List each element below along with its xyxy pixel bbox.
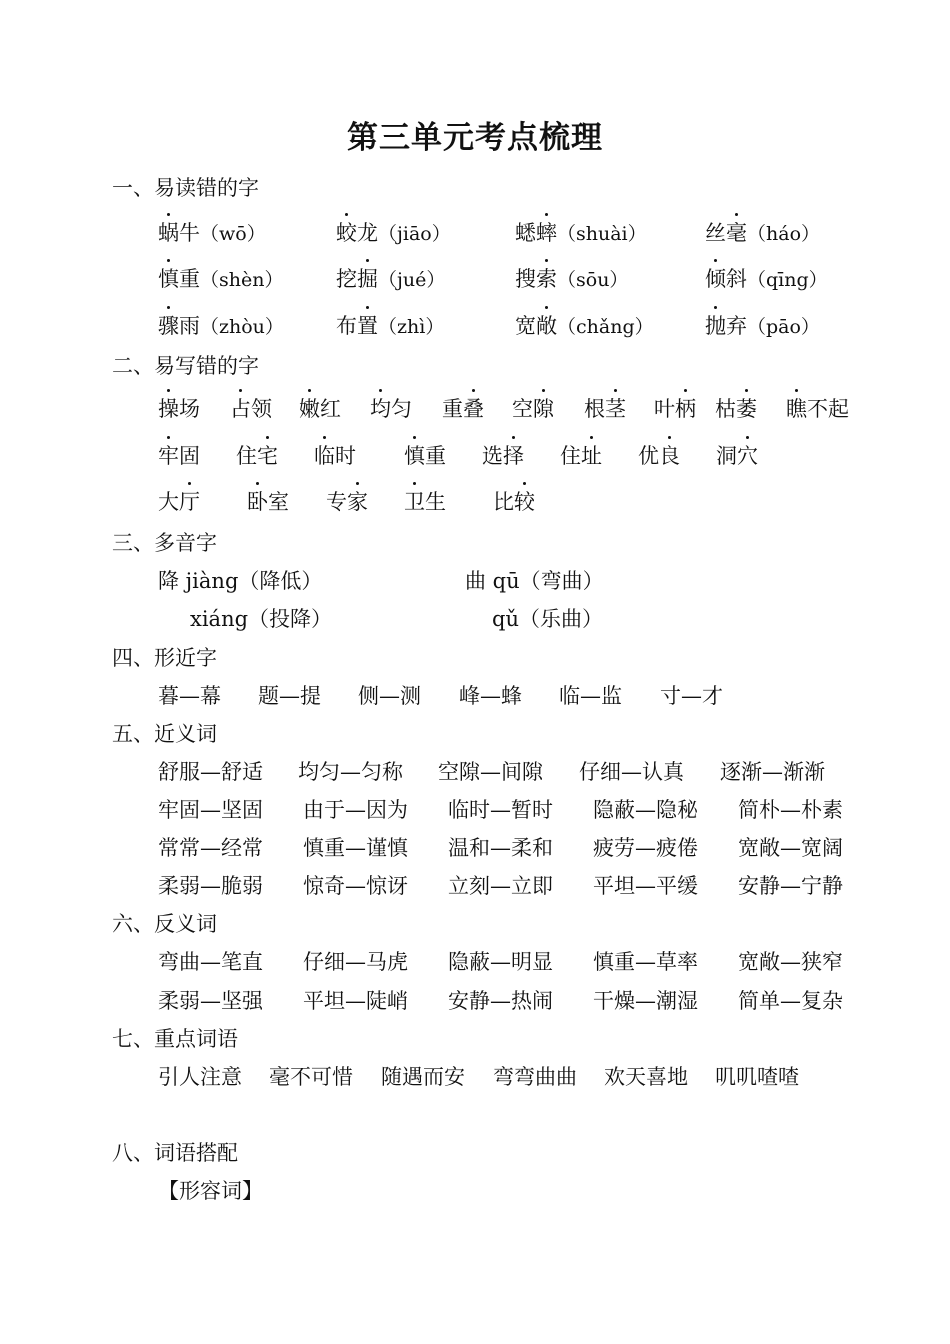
similar-char-pair: 暮—幕 <box>158 684 221 708</box>
word-item <box>715 393 757 423</box>
synonym-pair: 牢固—坚固 <box>158 798 263 822</box>
dotted-char: 倾 <box>705 263 726 293</box>
dotted-char: 骤 <box>158 310 179 340</box>
word-item <box>336 263 445 293</box>
pinyin: （jiāo） <box>378 223 451 245</box>
antonym-pair: 宽敞—狭窄 <box>738 950 843 974</box>
word-char: 弃 <box>726 314 747 338</box>
pinyin: （qīng） <box>747 269 828 291</box>
dotted-char: 家 <box>347 486 368 516</box>
section-2-heading: 二、易写错的字 <box>112 354 259 378</box>
antonym-pair: 隐蔽—明显 <box>448 950 553 974</box>
antonym-pair: 柔弱—坚强 <box>158 989 263 1013</box>
synonym-pair: 疲劳—疲倦 <box>593 836 698 860</box>
word-char: 空 <box>512 397 533 421</box>
dotted-char: 卧 <box>247 486 268 516</box>
dotted-char: 掘 <box>357 263 378 293</box>
synonym-pair: 临时—暂时 <box>448 798 553 822</box>
synonym-pair: 隐蔽—隐秘 <box>593 798 698 822</box>
synonym-pair: 慎重—谨慎 <box>303 836 408 860</box>
dotted-char: 瞧 <box>786 393 807 423</box>
synonym-pair: 平坦—平缓 <box>593 874 698 898</box>
word-char: 搜 <box>515 267 536 291</box>
word-item <box>299 393 341 423</box>
synonym-pair: 柔弱—脆弱 <box>158 874 263 898</box>
dotted-char: 慎 <box>158 263 179 293</box>
antonym-pair: 弯曲—笔直 <box>158 950 263 974</box>
word-char: 大 <box>158 490 179 514</box>
synonym-pair: 舒服—舒适 <box>158 760 263 784</box>
similar-char-pair: 题—提 <box>258 684 321 708</box>
word-char: 宽 <box>515 314 536 338</box>
pinyin: （shuài） <box>557 223 647 245</box>
pinyin: （jué） <box>378 269 446 291</box>
word-item <box>158 486 200 516</box>
word-item <box>515 217 647 247</box>
dotted-char: 操 <box>158 393 179 423</box>
dotted-char: 隙 <box>533 393 554 423</box>
dotted-char: 慎 <box>404 440 425 470</box>
word-char: 牛 <box>179 221 200 245</box>
word-char: 时 <box>335 444 356 468</box>
word-char: 住 <box>560 444 581 468</box>
word-item <box>336 310 444 340</box>
dotted-char: 索 <box>536 263 557 293</box>
word-item <box>584 393 626 423</box>
similar-char-pair: 侧—测 <box>358 684 421 708</box>
antonym-pair: 慎重—草率 <box>593 950 698 974</box>
word-item <box>247 486 289 516</box>
word-char: 叶 <box>654 397 675 421</box>
word-char: 不起 <box>807 397 849 421</box>
section-6-heading: 六、反义词 <box>112 912 217 936</box>
word-item <box>638 440 680 470</box>
word-item <box>158 310 284 340</box>
dotted-char: 良 <box>659 440 680 470</box>
synonym-pair: 安静—宁静 <box>738 874 843 898</box>
dotted-char: 抛 <box>705 310 726 340</box>
section-3-heading: 三、多音字 <box>112 531 217 555</box>
section-8-heading: 八、词语搭配 <box>112 1141 238 1165</box>
dotted-char: 址 <box>581 440 602 470</box>
dotted-char: 择 <box>503 440 524 470</box>
synonym-pair: 简朴—朴素 <box>738 798 843 822</box>
dotted-char: 敞 <box>536 310 557 340</box>
word-char: 重 <box>179 267 200 291</box>
synonym-pair: 空隙—间隙 <box>438 760 543 784</box>
word-char: 场 <box>179 397 200 421</box>
word-item <box>158 263 283 293</box>
pinyin: （chǎng） <box>557 316 654 338</box>
word-char: 雨 <box>179 314 200 338</box>
word-item <box>705 263 828 293</box>
word-char: 丝 <box>705 221 726 245</box>
dotted-char: 叠 <box>463 393 484 423</box>
word-char: 选 <box>482 444 503 468</box>
synonym-pair: 逐渐—渐渐 <box>720 760 825 784</box>
dotted-char: 较 <box>514 486 535 516</box>
antonym-pair: 干燥—潮湿 <box>593 989 698 1013</box>
dotted-char: 蜗 <box>158 217 179 247</box>
key-phrase: 随遇而安 <box>381 1065 465 1089</box>
dotted-char: 厅 <box>179 486 200 516</box>
dotted-char: 蟀 <box>536 217 557 247</box>
pinyin: （pāo） <box>747 316 820 338</box>
word-item <box>404 486 446 516</box>
word-char: 专 <box>326 490 347 514</box>
synonym-pair: 惊奇—惊讶 <box>303 874 408 898</box>
word-char: 重 <box>425 444 446 468</box>
dotted-char: 嫩 <box>299 393 320 423</box>
word-item <box>654 393 696 423</box>
word-item <box>705 310 820 340</box>
dotted-char: 占 <box>230 393 251 423</box>
word-char: 优 <box>638 444 659 468</box>
dotted-char: 蛟 <box>336 217 357 247</box>
key-phrase: 毫不可惜 <box>269 1065 353 1089</box>
key-phrase: 弯弯曲曲 <box>493 1065 577 1089</box>
word-char: 生 <box>425 490 446 514</box>
pinyin: （zhòu） <box>200 316 284 338</box>
section-1-heading: 一、易读错的字 <box>112 176 259 200</box>
pinyin: （sōu） <box>557 269 629 291</box>
dotted-char: 穴 <box>737 440 758 470</box>
antonym-pair: 安静—热闹 <box>448 989 553 1013</box>
word-item <box>493 486 535 516</box>
word-item <box>515 310 654 340</box>
word-item <box>515 263 628 293</box>
polyphone-line: qǔ（乐曲） <box>492 607 603 631</box>
polyphone-line: xiáng（投降） <box>190 607 333 631</box>
pinyin: （zhì） <box>378 316 445 338</box>
word-char: 根 <box>584 397 605 421</box>
key-phrase: 叽叽喳喳 <box>715 1065 799 1089</box>
key-phrase: 欢天喜地 <box>604 1065 688 1089</box>
word-item <box>705 217 820 247</box>
synonym-pair: 由于—因为 <box>303 798 408 822</box>
word-item <box>326 486 368 516</box>
similar-char-pair: 峰—蜂 <box>459 684 522 708</box>
word-item <box>442 393 484 423</box>
word-char: 布 <box>336 314 357 338</box>
word-char: 比 <box>493 490 514 514</box>
polyphone-line: 降 jiàng（降低） <box>158 569 323 593</box>
word-item <box>230 393 272 423</box>
section-8-subheading: 【形容词】 <box>158 1179 263 1203</box>
pinyin: （shèn） <box>200 269 284 291</box>
word-item <box>404 440 446 470</box>
synonym-pair: 仔细—认真 <box>579 760 684 784</box>
dotted-char: 宅 <box>257 440 278 470</box>
word-item <box>158 440 200 470</box>
antonym-pair: 平坦—陡峭 <box>303 989 408 1013</box>
dotted-char: 毫 <box>726 217 747 247</box>
word-item <box>336 217 451 247</box>
synonym-pair: 宽敞—宽阔 <box>738 836 843 860</box>
word-item <box>158 217 266 247</box>
word-char: 红 <box>320 397 341 421</box>
section-7-heading: 七、重点词语 <box>112 1027 238 1051</box>
word-item <box>236 440 278 470</box>
polyphone-line: 曲 qū（弯曲） <box>465 569 604 593</box>
dotted-char: 茎 <box>605 393 626 423</box>
pinyin: （háo） <box>747 223 821 245</box>
word-char: 匀 <box>391 397 412 421</box>
word-item <box>158 393 200 423</box>
word-char: 斜 <box>726 267 747 291</box>
key-phrase: 引人注意 <box>158 1065 242 1089</box>
section-5-heading: 五、近义词 <box>112 722 217 746</box>
word-char: 住 <box>236 444 257 468</box>
section-4-heading: 四、形近字 <box>112 646 217 670</box>
word-char: 重 <box>442 397 463 421</box>
synonym-pair: 常常—经常 <box>158 836 263 860</box>
word-char: 洞 <box>716 444 737 468</box>
word-char: 固 <box>179 444 200 468</box>
word-char: 蟋 <box>515 221 536 245</box>
word-char: 龙 <box>357 221 378 245</box>
word-item <box>512 393 554 423</box>
synonym-pair: 温和—柔和 <box>448 836 553 860</box>
word-char: 室 <box>268 490 289 514</box>
word-item <box>482 440 524 470</box>
similar-char-pair: 临—监 <box>559 684 622 708</box>
word-item <box>560 440 602 470</box>
dotted-char: 萎 <box>736 393 757 423</box>
dotted-char: 临 <box>314 440 335 470</box>
dotted-char: 牢 <box>158 440 179 470</box>
dotted-char: 卫 <box>404 486 425 516</box>
dotted-char: 置 <box>357 310 378 340</box>
word-item <box>716 440 758 470</box>
pinyin: （wō） <box>200 223 266 245</box>
antonym-pair: 简单—复杂 <box>738 989 843 1013</box>
dotted-char: 柄 <box>675 393 696 423</box>
page-title: 第三单元考点梳理 <box>347 120 603 156</box>
similar-char-pair: 寸—才 <box>660 684 723 708</box>
word-char: 枯 <box>715 397 736 421</box>
word-item <box>370 393 412 423</box>
synonym-pair: 立刻—立即 <box>448 874 553 898</box>
antonym-pair: 仔细—马虎 <box>303 950 408 974</box>
word-item <box>786 393 849 423</box>
word-item <box>314 440 356 470</box>
synonym-pair: 均匀—匀称 <box>298 760 403 784</box>
word-char: 领 <box>251 397 272 421</box>
word-char: 挖 <box>336 267 357 291</box>
dotted-char: 均 <box>370 393 391 423</box>
